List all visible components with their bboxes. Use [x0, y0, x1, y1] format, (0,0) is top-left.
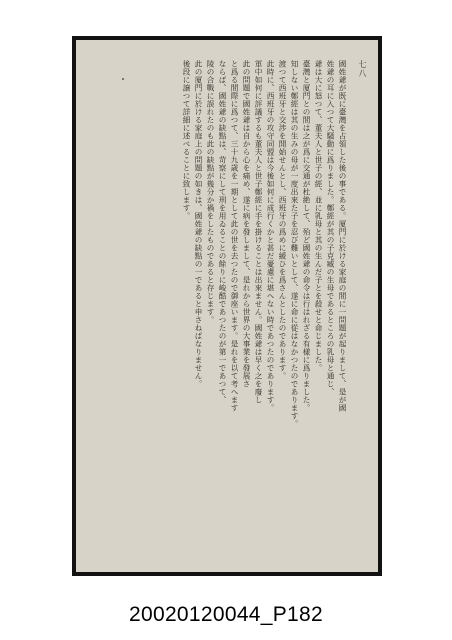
paragraph: 此の問題で國姓爺は自から心を痛め、遂に病を發しまして、是れから世界の大事業を發展さ — [242, 60, 251, 388]
paragraph: 臺灣と厦門との間は之が爲に交通が杜絶して、殆ど國姓爺の命令は行はれざる有樣に爲りました。 — [302, 60, 311, 412]
paragraph: 陵の合戰に誤れたのも此の缺點が幾分か禍をしたものであると存じます。 — [206, 60, 215, 324]
paragraph: ならば、國姓爺の缺點は、苛察にして刑を用ゐることの餘りに峻酷であつたのが第一であつて、 — [218, 60, 227, 404]
vertical-text-body — [108, 60, 348, 490]
paragraph: 此の厦門に於ける家庭上の問題の如きは、國姓爺の缺點の一であると申さねばなりません。 — [194, 60, 203, 388]
image-id-caption: 20020120044_P182 — [129, 603, 323, 626]
paragraph: 此時に、西班牙の攻守同盟は今後如何に成行くかと甚だ憂慮に堪へない時であつたのであります。 — [266, 60, 275, 412]
paragraph: 姓爺の耳に入つて大騒動に爲りました。鄭經が其の子克臧の生母であるところの乳母と通じ、 — [326, 60, 335, 396]
paragraph: 爺は大に怒つて、董夫人と世子の經、並に乳母と其の生んだ子とを殺せと命じました。 — [314, 60, 323, 372]
paragraph: 後段に譲つて詳細に述べることに致します。 — [182, 60, 191, 220]
book-page — [76, 40, 378, 572]
page-number: 七八 — [358, 60, 367, 78]
paragraph: 知しない鄭經は其の生みの母が一度出來た子を忍び難いとして、遂に命に從はなかつたのであります。 — [290, 60, 299, 428]
paragraph: 國姓爺が既に臺灣を占領した後の事である。厦門に於ける家庭の間に一問題が起りまして、是が國 — [338, 60, 347, 412]
paragraph: と爲る間際に爲つて、三十九歳を一期として此の世を去つたので御座います。是れを以て考へます — [230, 60, 239, 412]
paragraph: 渡つて西班牙と交渉を開始せんとし、西班牙の爲めに緩ひを爲さんとしたのであります。 — [278, 60, 287, 380]
paragraph: 軍中如何に評議するも董夫人と世子鄭經に手を掛けることは出來ません。國姓爺は早く之を廢し — [254, 60, 263, 404]
